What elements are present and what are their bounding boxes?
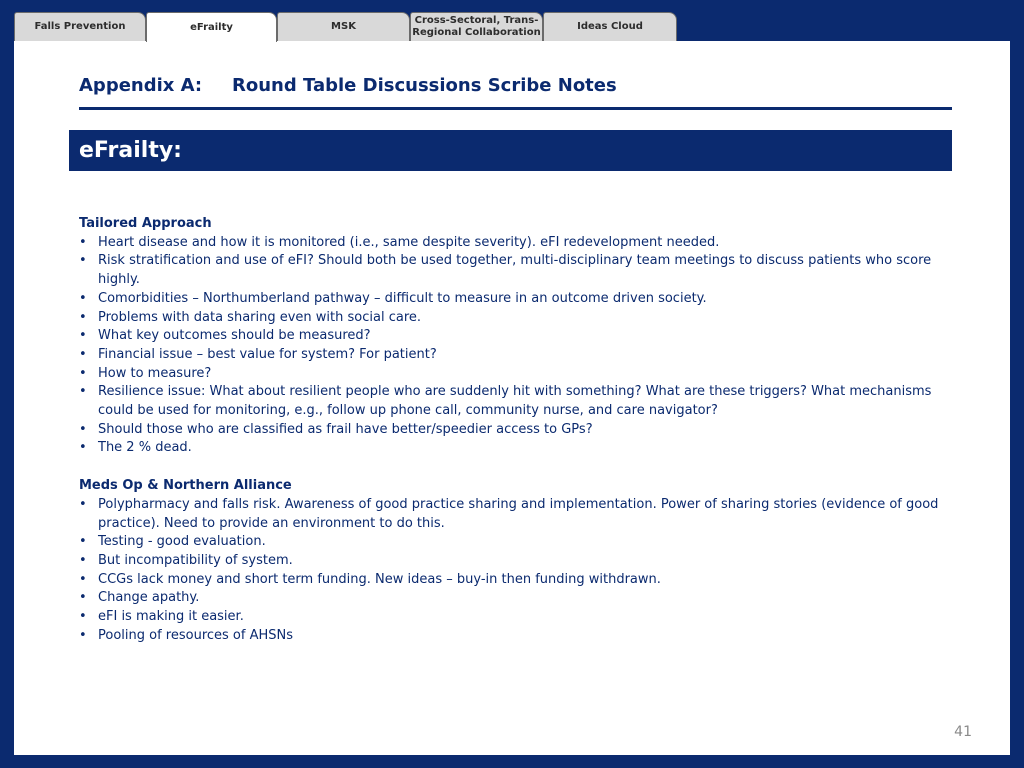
section-spacer: [79, 458, 939, 477]
list-item: • Testing - good evaluation.: [79, 533, 939, 552]
section-meds-op: [79, 477, 939, 645]
page-title: Round Table Discussions Scribe Notes: [232, 75, 617, 96]
tab-msk[interactable]: MSK: [277, 12, 410, 41]
list-item: • eFI is making it easier.: [79, 608, 939, 627]
list-item: • Comorbidities – Northumberland pathway – difficult to measure in an outcome driven society.: [79, 290, 939, 309]
list-item: • The 2 % dead.: [79, 439, 939, 458]
section-title: Meds Op & Northern Alliance: [79, 478, 292, 494]
list-item: • Heart disease and how it is monitored (i.e., same despite severity). eFI redevelopment needed.: [79, 234, 939, 253]
list-item: • But incompatibility of system.: [79, 552, 939, 571]
tab-efrailty[interactable]: eFrailty: [146, 12, 277, 42]
tab-falls-prevention[interactable]: Falls Prevention: [14, 12, 146, 41]
list-item: • Should those who are classified as frail have better/speedier access to GPs?: [79, 421, 939, 440]
tab-ideas-cloud[interactable]: Ideas Cloud: [543, 12, 677, 41]
list-item: • Problems with data sharing even with social care.: [79, 309, 939, 328]
appendix-label: Appendix A:: [79, 75, 203, 96]
list-item: • Financial issue – best value for system? For patient?: [79, 346, 939, 365]
page-header: [79, 75, 952, 110]
list-item: • Risk stratification and use of eFI? Should both be used together, multi-disciplinary team meetings to discuss patients who score highly.: [79, 252, 939, 289]
list-item: • Polypharmacy and falls risk. Awareness of good practice sharing and implementation. Power of sharing stories (evidence of good practice). Need to provide an environment to do this.: [79, 496, 939, 533]
bullet-list: [79, 234, 939, 458]
slide-content-area: [14, 41, 1010, 755]
list-item: • CCGs lack money and short term funding. New ideas – buy-in then funding withdrawn.: [79, 571, 939, 590]
section-tailored-approach: [79, 215, 939, 458]
tab-bar: [14, 12, 684, 41]
list-item: • How to measure?: [79, 365, 939, 384]
section-banner: eFrailty:: [69, 130, 952, 171]
list-item: • Pooling of resources of AHSNs: [79, 627, 939, 646]
list-item: • Change apathy.: [79, 589, 939, 608]
notes-content: [79, 215, 939, 645]
tab-cross-sectoral[interactable]: Cross-Sectoral, Trans- Regional Collaboration: [410, 12, 543, 41]
bullet-list: [79, 496, 939, 646]
list-item: • What key outcomes should be measured?: [79, 327, 939, 346]
section-title: Tailored Approach: [79, 216, 212, 231]
list-item: • Resilience issue: What about resilient people who are suddenly hit with something? What are these triggers? What mechanisms could be used for monitoring, e.g., follow up phone call, community nurse, and care navigator?: [79, 383, 939, 420]
page-number: 41: [954, 724, 972, 740]
